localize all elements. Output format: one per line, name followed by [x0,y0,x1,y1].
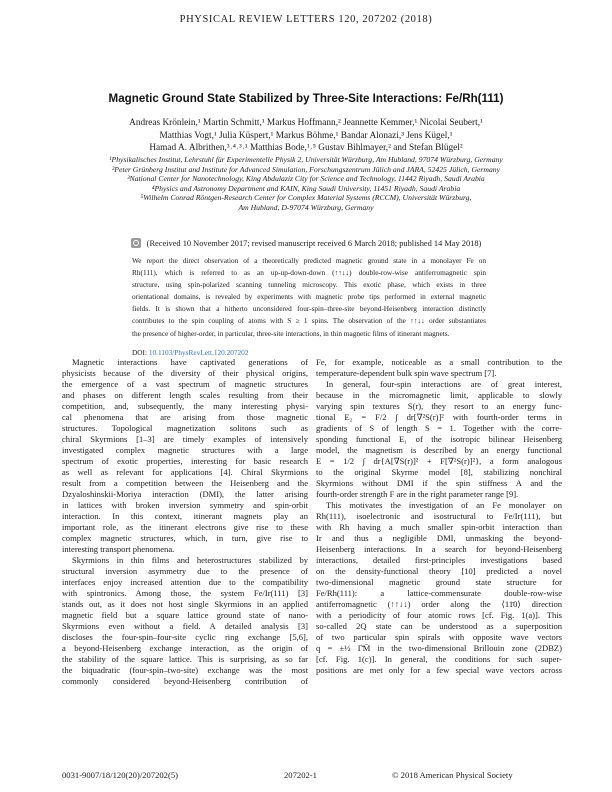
body-text-line: Heisenberg interactions. In a search for beyond-Heisenberg [316,544,562,555]
body-text-line: the stability of the square lattice. This is surprising, as so far [62,654,308,665]
body-text-line: with a periodicity of four atomic rows [cf. Fig. 1(a)]. This [316,610,562,621]
body-text-line: a beyond-Heisenberg exchange interaction, as the origin of [62,643,308,654]
body-text-line: discloses the four-spin–four-site cyclic ring exchange [5,6], [62,632,308,643]
body-text-line: Magnetic interactions have captivated generations of [72,357,308,367]
abstract-line: structure, using spin-polarized scanning tunneling microscopy. This exotic phase, which exists in three [132,280,486,290]
body-text-line: as well as relevant for applications [4]. Chiral Skyrmions [62,467,308,478]
author-list [60,117,552,155]
crossmark-icon[interactable] [131,238,141,248]
body-text-line: E = 1/2 ∫ dr{A[∇S(r)]² + F[∇²S(r)]²}, a form analogous [316,456,562,467]
running-head: PHYSICAL REVIEW LETTERS 120, 207202 (2018) [179,14,433,25]
footer-copyright: © 2018 American Physical Society [392,770,513,780]
body-text-line: interesting transport phenomena. [62,544,175,555]
affiliation-line: ⁴Physics and Astronomy Department and KAIN, King Saudi University, 11451 Riyadh, Saudi Arabia [151,183,461,193]
body-text-line: Skyrmions in thin films and heterostructures stabilized by [72,555,308,566]
body-text-line: cal phenomena that are arising from those magnetic [62,412,308,423]
author-line: Matthias Vogt,¹ Julia Küspert,¹ Markus Böhme,¹ Bandar Alonazi,³ Jens Kügel,¹ [159,130,453,141]
affiliation-line: ³National Center for Nanotechnology, King Abdulaziz City for Science and Technology, 11442 Riyadh, Saudi Arabia [127,174,485,184]
abstract [132,255,486,340]
body-text-line: result from a competition between the Heisenberg and the [62,478,308,489]
body-text-line: to the original Skyrme model [8], stabilizing nonchiral [316,467,562,478]
body-text-line: interactions, detailed first-principles investigations based [316,555,562,566]
author-line: Andreas Krönlein,¹ Martin Schmitt,¹ Markus Hoffmann,² Jeannette Kemmer,¹ Nicolai Seubert,¹ [129,118,483,128]
body-text-line: This motivates the investigation of an Fe monolayer on [326,500,562,511]
body-text-line: tional E₂ = F/2 ∫ dr[∇²S(r)]² with fourth-order terms in [316,412,562,423]
abstract-line: the presence of higher-order, in particular, three-site interactions, in thin magnetic films of itinerant magnets. [132,328,450,338]
body-text-line: important role, as the itinerant electrons give rise to these [62,522,308,533]
body-text-line: varying spin textures S(r), they resort to an energy func- [316,401,562,412]
body-text-line: stands out, as it does not host single Skyrmions in an applied [62,599,308,610]
body-text-line: competition, and, subsequently, the many interesting physi- [62,401,308,412]
body-text-line: Ir and thus a negligible DMI, unmasking the beyond- [316,533,562,544]
body-text-line: temperature-dependent bulk spin wave spectrum [7]. [316,368,497,379]
body-text-line: in lattices with broken inversion symmetry and spin-orbit [62,500,308,511]
footer-article-code: 0031-9007/18/120(20)/207202(5) [62,770,179,780]
body-text-line: [cf. Fig. 1(c)]. In general, the conditions for such super- [316,654,562,665]
body-text-line: complex magnetic structures, which, in turn, give rise to [62,533,308,544]
body-text-line: chiral Skyrmions [1–3] are timely examples of intensively [62,434,308,445]
body-text-line: structural inversion asymmetry due to the presence of [62,566,308,577]
received-dates [60,238,552,248]
affiliation-line: ¹Physikalisches Institut, Lehrstuhl für Experimentelle Physik 2, Universität Würzburg, Am Hubland, 97074 Würzburg, Germany [109,155,503,164]
body-text-line: sponding functional E₁ of the isotropic bilinear Heisenberg [316,434,562,445]
body-text-line: because in the micromagnetic limit, applicable to slowly [316,390,562,401]
doi-line [132,348,248,357]
abstract-line: We report the direct observation of a theoretically predicted magnetic ground state in a monolayer Fe on [132,256,486,265]
body-text-line: Fe/Rh(111): a lattice-commensurate double-row-wise [316,588,562,599]
body-text-line: physicists because of the diversity of their physical origins, [62,368,308,379]
body-text-line: q = ±½ Γ̄M̄ in the two-dimensional Brillouin zone (2DBZ) [316,643,562,654]
body-text-line: commonly considered beyond-Heisenberg contribution of [62,676,308,687]
abstract-line: fields. It is shown that a hitherto unconsidered four-spin–three-site beyond-Heisenberg interaction distinctly [132,304,486,314]
body-text-line: interaction. In this context, itinerant magnets play an [62,511,308,522]
body-text-line: investigated complex magnetic structures with a large [62,445,308,456]
body-column-left [62,357,308,687]
affiliation-line: ²Peter Grünberg Institut and Institute for Advanced Simulation, Forschungszentrum Jülich and JARA, 52425 Jülich, Germany [111,164,501,174]
body-text-line: two-dimensional magnetic ground state structure for [316,577,562,588]
body-text-line: the biquadratic (four-spin–two-site) exchange was the most [62,665,308,676]
body-text-line: antiferromagnetic (↑↑↓↓) order along the ⟨11̄0⟩ direction [316,599,562,610]
body-text-line: model, the magnetism is described by an energy functional [316,445,562,456]
body-text-line: interfaces enjoy increased attention due to the compatibility [62,577,308,588]
doi-label: DOI: [132,348,147,357]
body-text-line: on the density-functional theory [10] predicted a novel [316,566,562,577]
body-column-right [316,357,562,676]
body-text-line: positions are met only for a few special wave vectors across [316,665,562,676]
body-text-line: spectrum of exotic properties, interesting for basic research [62,456,308,467]
footer-page-number: 207202-1 [284,770,317,780]
abstract-line: contributes to the spin coupling of atoms with S ≥ 1 spins. The observation of the ↑↑↓↓ order substantiates [132,316,486,326]
body-text-line: In general, four-spin interactions are of great interest, [326,379,562,390]
body-text-line: Skyrmions without DMI if the spin stiffness A and the [316,478,562,489]
affiliation-line: Am Hubland, D-97074 Würzburg, Germany [238,202,374,212]
body-text-line: Dzyaloshinskii-Moriya interaction (DMI), the latter arising [62,489,308,500]
abstract-line: Rh(111), which is referred to as an up-up-down-down (↑↑↓↓) double-row-wise antiferromagnetic spin [132,268,486,278]
body-text-line: Rh(111), isoelectronic and isostructural to Fe/Ir(111), but [316,511,562,522]
body-text-line: gradients of S of length S = 1. Together with the corre- [316,423,562,434]
body-text-line: with Rh having a much smaller spin-orbit interaction than [316,522,562,533]
body-text-line: and phases on different length scales resulting from their [62,390,308,401]
body-text-line: the emergence of a vast spectrum of magnetic structures [62,379,308,390]
body-text-line: magnetic field but a square lattice ground state of nano- [62,610,308,621]
affiliation-line: ⁵Wilhelm Conrad Röntgen-Research Center for Complex Material Systems (RCCM), Universität Würzburg, [140,193,472,203]
body-text-line: structures. Topological magnetization solitons such as [62,423,308,434]
body-text-line: so-called 2Q state can be understood as a superposition [316,621,562,632]
abstract-line: orientational domains, is revealed by experiments with magnetic probe tips performed in external magnetic [132,292,486,302]
body-text-line: Skyrmions even without a field. A detailed analysis [3] [62,621,308,632]
doi-link[interactable]: 10.1103/PhysRevLett.120.207202 [148,348,249,357]
body-text-line: Fe, for example, noticeable as a small contribution to the [316,357,562,367]
affiliation-list [40,155,572,213]
body-text-line: of two particular spin spirals with opposite wave vectors [316,632,562,643]
body-text-line: with spintronics. Among those, the system Fe/Ir(111) [3] [62,588,308,599]
received-text: (Received 10 November 2017; revised manuscript received 6 March 2018; published 14 May 2018) [146,239,482,248]
body-text-line: fourth-order strength F are in the right parameter range [9]. [316,489,519,500]
article-title: Magnetic Ground State Stabilized by Three-Site Interactions: Fe/Rh(111) [108,92,504,105]
author-line: Hamad A. Albrithen,³˒⁴˒³˒¹ Matthias Bode,¹˒⁵ Gustav Bihlmayer,² and Stefan Blügel² [149,143,463,154]
